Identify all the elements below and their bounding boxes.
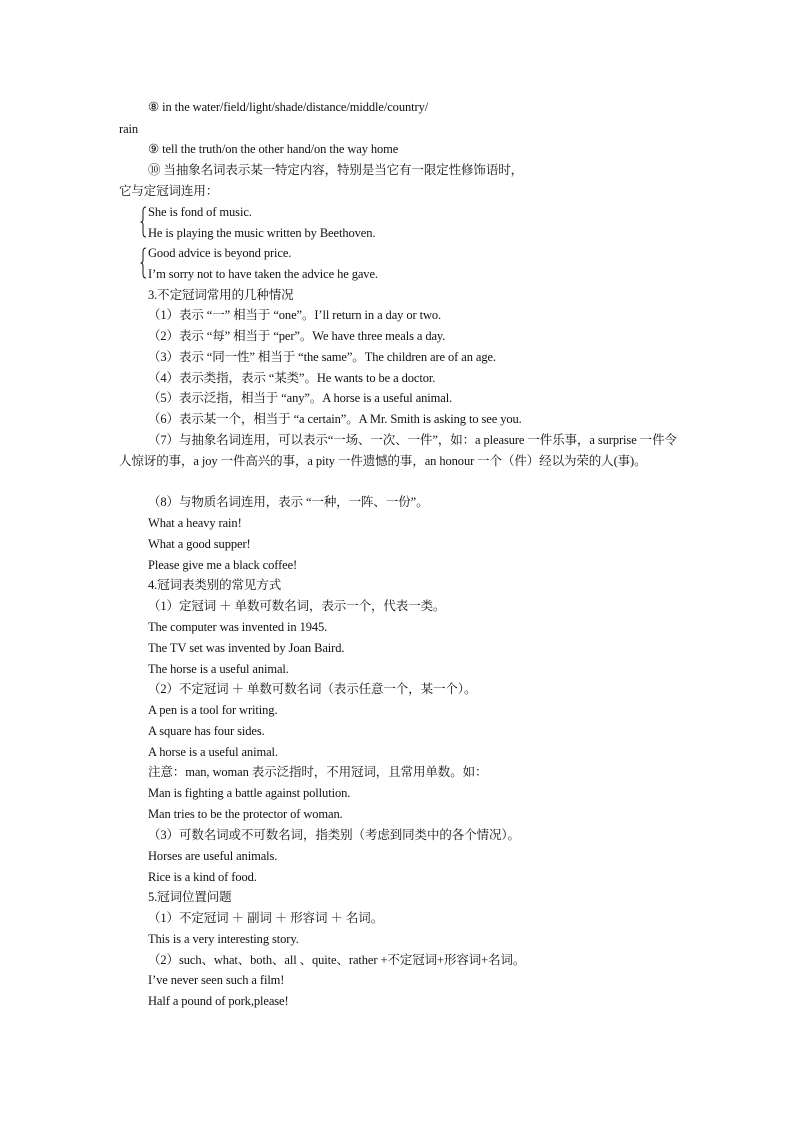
example-sentence: Good advice is beyond price. <box>148 246 292 260</box>
rule-item-1: （1）不定冠词 ＋ 副词 ＋ 形容词 ＋ 名词。 <box>148 911 384 925</box>
example-sentence: Man tries to be the protector of woman. <box>148 807 343 821</box>
example-sentence: I’ve never seen such a film! <box>148 973 285 987</box>
note-line: 注意：man, woman 表示泛指时，不用冠词，且常用单数。如： <box>148 765 488 779</box>
example-sentence: This is a very interesting story. <box>148 932 299 946</box>
example-sentence: A pen is a tool for writing. <box>148 703 278 717</box>
example-sentence: Man is fighting a battle against pollution. <box>148 786 351 800</box>
rule-item-2: （2）不定冠词 ＋ 单数可数名词（表示任意一个，某一个）。 <box>148 682 477 696</box>
example-sentence: Please give me a black coffee! <box>148 558 298 572</box>
example-sentence: What a good supper! <box>148 537 251 551</box>
example-sentence: The computer was invented in 1945. <box>148 620 328 634</box>
rule-item-7: （7）与抽象名词连用，可以表示“一场、一次、一件”，如：a pleasure 一件乐事，a surprise 一件令人惊讶的事，a joy 一件高兴的事，a pity 一件遗憾的事，an honour 一个（件）经以为荣的人(事)。 <box>119 433 677 468</box>
example-sentence: A horse is a useful animal. <box>148 745 278 759</box>
rule-item-1: （1）定冠词 ＋ 单数可数名词，表示一个，代表一类。 <box>148 599 446 613</box>
text-line-9-phrases: ⑨ tell the truth/on the other hand/on the way home <box>148 142 399 156</box>
section-heading-5: 5.冠词位置问题 <box>148 890 232 904</box>
example-sentence: The horse is a useful animal. <box>148 662 289 676</box>
brace-icon <box>140 206 147 238</box>
example-sentence: He is playing the music written by Beethoven. <box>148 226 376 240</box>
example-sentence: A square has four sides. <box>148 724 265 738</box>
section-heading-3: 3.不定冠词常用的几种情况 <box>148 288 294 302</box>
rule-item-2: （2）such、what、both、all 、quite、rather +不定冠词+形容词+名词。 <box>148 953 526 967</box>
rule-item-4: （4）表示类指，表示 “某类”。He wants to be a doctor. <box>148 371 436 385</box>
rule-item-2: （2）表示 “每” 相当于 “per”。We have three meals a day. <box>148 329 446 343</box>
example-sentence: She is fond of music. <box>148 205 252 219</box>
text-line-10-rule: ⑩ 当抽象名词表示某一特定内容，特别是当它有一限定性修饰语时， <box>148 163 524 177</box>
rule-item-6: （6）表示某一个，相当于 “a certain”。A Mr. Smith is asking to see you. <box>148 412 522 426</box>
example-sentence: I’m sorry not to have taken the advice he gave. <box>148 267 378 281</box>
rule-item-3: （3）表示 “同一性” 相当于 “the same”。The children are of an age. <box>148 350 496 364</box>
rule-item-1: （1）表示 “一” 相当于 “one”。I’ll return in a day or two. <box>148 308 442 322</box>
rule-item-5: （5）表示泛指，相当于 “any”。A horse is a useful animal. <box>148 391 453 405</box>
example-sentence: Half a pound of pork,please! <box>148 994 289 1008</box>
text-line-rain: rain <box>119 122 139 136</box>
example-sentence: Rice is a kind of food. <box>148 870 257 884</box>
text-line-10-rule-cont: 它与定冠词连用： <box>119 184 219 198</box>
text-line-8-phrases: ⑧ in the water/field/light/shade/distance/middle/country/ <box>148 100 429 114</box>
rule-item-8: （8）与物质名词连用，表示 “一种，一阵、一份”。 <box>148 495 429 509</box>
example-sentence: Horses are useful animals. <box>148 849 278 863</box>
rule-item-3: （3）可数名词或不可数名词，指类别（考虑到同类中的各个情况）。 <box>148 828 520 842</box>
brace-icon <box>140 247 147 279</box>
example-sentence: The TV set was invented by Joan Baird. <box>148 641 345 655</box>
example-sentence: What a heavy rain! <box>148 516 242 530</box>
section-heading-4: 4.冠词表类别的常见方式 <box>148 578 282 592</box>
